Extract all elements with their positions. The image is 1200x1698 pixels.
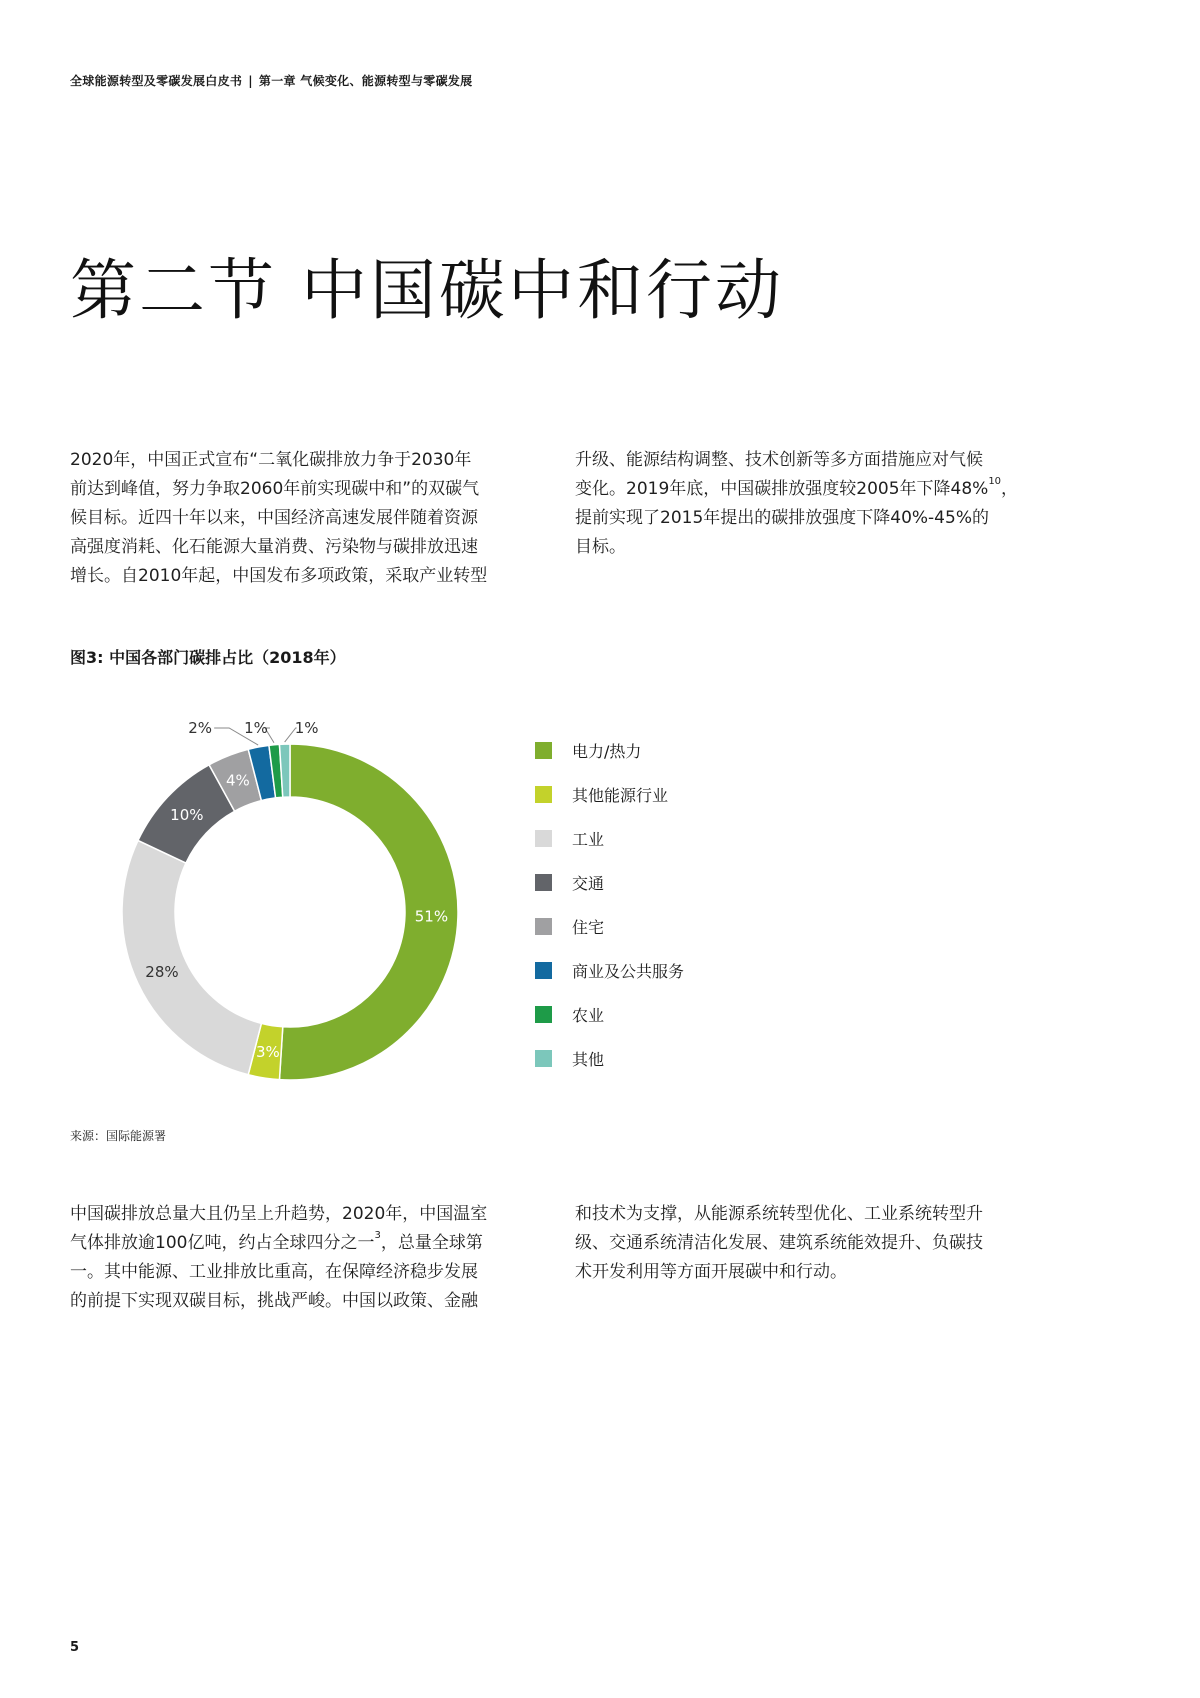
legend-item — [535, 992, 684, 1036]
figure-title: 图3: 中国各部门碳排占比（2018年） — [70, 648, 346, 667]
section-title: 第二节 中国碳中和行动 — [70, 252, 784, 329]
data-label: 1% — [244, 719, 268, 737]
legend-label: 工业 — [572, 829, 605, 849]
chart-legend — [535, 728, 684, 1080]
legend-swatch — [535, 830, 552, 847]
header-separator: | — [248, 74, 253, 88]
legend-swatch — [535, 786, 552, 803]
intro-text: 变化。2019年底，中国碳排放强度较2005年下降48% — [575, 479, 989, 499]
figure-source: 来源：国际能源署 — [70, 1129, 167, 1143]
legend-item — [535, 772, 684, 816]
legend-label: 商业及公共服务 — [572, 961, 685, 981]
data-label: 1% — [294, 719, 319, 737]
legend-swatch — [535, 1050, 552, 1067]
donut-chart — [110, 712, 490, 1092]
intro-line: 前达到峰值，努力争取2060年前实现碳中和”的双碳气 — [70, 479, 480, 499]
legend-item — [535, 860, 684, 904]
body-line: 级、交通系统清洁化发展、建筑系统能效提升、负碳技 — [575, 1233, 983, 1253]
body-line: 术开发利用等方面开展碳中和行动。 — [575, 1262, 847, 1282]
body-line — [70, 1229, 487, 1258]
legend-item — [535, 948, 684, 992]
legend-item — [535, 728, 684, 772]
body-line: 一。其中能源、工业排放比重高，在保障经济稳步发展 — [70, 1262, 478, 1282]
legend-swatch — [535, 918, 552, 935]
legend-item — [535, 1036, 684, 1080]
body-line: 中国碳排放总量大且仍呈上升趋势，2020年，中国温室 — [70, 1204, 488, 1224]
legend-label: 住宅 — [572, 917, 605, 937]
body-column-2 — [575, 1200, 983, 1287]
body-line: 和技术为支撑，从能源系统转型优化、工业系统转型升 — [575, 1204, 983, 1224]
legend-label: 电力/热力 — [572, 741, 642, 761]
intro-line: 提前实现了2015年提出的碳排放强度下降40%-45%的 — [575, 508, 989, 528]
body-line: 的前提下实现双碳目标，挑战严峻。中国以政策、金融 — [70, 1291, 478, 1311]
intro-line: 增长。自2010年起，中国发布多项政策，采取产业转型 — [70, 566, 488, 586]
intro-line: 目标。 — [575, 537, 626, 557]
legend-label: 其他能源行业 — [572, 785, 669, 805]
footnote-ref: 10 — [988, 476, 1002, 487]
running-header — [70, 72, 472, 89]
data-label: 51% — [414, 907, 449, 926]
body-text: ，总量全球第 — [380, 1233, 483, 1253]
intro-text: ， — [1001, 479, 1019, 499]
data-label: 2% — [188, 719, 213, 737]
data-label: 28% — [145, 963, 179, 982]
intro-line: 2020年，中国正式宣布“二氧化碳排放力争于2030年 — [70, 450, 472, 470]
chapter-title: 第一章 气候变化、能源转型与零碳发展 — [258, 74, 473, 88]
intro-column-1 — [70, 446, 487, 591]
legend-item — [535, 816, 684, 860]
data-label: 4% — [226, 771, 250, 790]
intro-line: 升级、能源结构调整、技术创新等多方面措施应对气候 — [575, 450, 983, 470]
intro-line — [575, 475, 1018, 504]
intro-line: 候目标。近四十年以来，中国经济高速发展伴随着资源 — [70, 508, 478, 528]
legend-swatch — [535, 1006, 552, 1023]
legend-label: 交通 — [572, 873, 605, 893]
data-label: 3% — [255, 1042, 280, 1061]
legend-swatch — [535, 962, 552, 979]
body-column-1 — [70, 1200, 487, 1316]
intro-line: 高强度消耗、化石能源大量消费、污染物与碳排放迅速 — [70, 537, 478, 557]
legend-label: 其他 — [572, 1049, 605, 1069]
doc-title: 全球能源转型及零碳发展白皮书 — [70, 74, 243, 88]
data-label: 10% — [170, 806, 204, 825]
footnote-ref: 3 — [374, 1230, 381, 1241]
donut-slice — [122, 840, 261, 1074]
intro-column-2 — [575, 446, 1018, 562]
legend-label: 农业 — [572, 1005, 605, 1025]
legend-swatch — [535, 742, 552, 759]
legend-swatch — [535, 874, 552, 891]
legend-item — [535, 904, 684, 948]
body-text: 气体排放逾100亿吨，约占全球四分之一 — [70, 1233, 375, 1253]
page-number: 5 — [70, 1640, 80, 1655]
